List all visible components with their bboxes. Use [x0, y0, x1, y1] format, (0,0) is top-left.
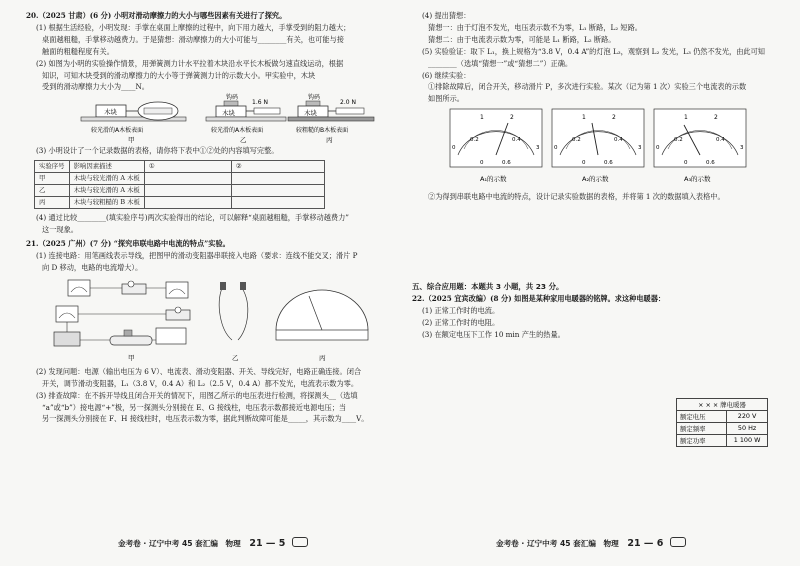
nameplate-value: 50 Hz — [737, 424, 757, 432]
q21-p4: (4) 提出猜想： — [422, 11, 471, 20]
meter-tick: 2 — [612, 114, 616, 122]
setup-jia — [81, 102, 186, 144]
table-cell: 木块与较光滑的 A 木板 — [69, 184, 144, 196]
meter-tick: 0.2 — [470, 137, 479, 144]
q21-p3b: “a”或“b”）接电源“+”极，另一探测头分别接在 E、G 接线柱，电压表示数都接近电源电压；当 — [42, 402, 347, 412]
fig-label-yi: 乙 — [232, 353, 239, 362]
nameplate-key: 额定功率 — [677, 435, 727, 446]
fig-sub-bing: 丙 — [326, 136, 333, 145]
meter-tick: 2 — [714, 114, 718, 122]
circuit-jia — [54, 280, 190, 362]
meter-tick: 0.2 — [674, 137, 683, 144]
table-cell: 乙 — [35, 184, 70, 196]
answer-space[interactable] — [412, 203, 778, 277]
table-row — [35, 184, 325, 196]
page-number: 21 — 6 — [627, 538, 664, 549]
nameplate-key: 额定电压 — [677, 411, 727, 422]
q20-head: 20.（2025 甘肃）(6 分) 小明对滑动摩擦力的大小与哪些因素有关进行了探究。 — [26, 11, 287, 20]
meter-tick: 0 — [480, 160, 484, 167]
fig-sub-jia: 甲 — [128, 136, 135, 145]
circuit-figure — [26, 274, 392, 366]
fig-weight-label-yi: 钩码 — [226, 94, 239, 102]
meter-tick: 0.4 — [614, 137, 623, 144]
record-table — [34, 160, 325, 209]
meter-tick: 0 — [656, 145, 660, 152]
table-cell: 丙 — [35, 196, 70, 208]
meter-tick: 0.4 — [512, 137, 521, 144]
q21-p6b: 如图所示。 — [428, 94, 464, 104]
fig-reading-bing: 2.0 N — [340, 99, 356, 107]
meter-tick: 0 — [684, 160, 688, 167]
q21-p3a: (3) 排查故障：在不拆开导线且闭合开关的情况下，用图乙所示的电压表进行检测，将探测头__（选填 — [36, 390, 358, 400]
q21-guess1: 猜想一：由于灯泡不发光，电压表示数不为零，L₁ 断路，L₂ 短路。 — [428, 22, 642, 32]
q22-p3: (3) 在额定电压下工作 10 min 产生的热量。 — [422, 329, 565, 339]
nameplate-key: 额定频率 — [677, 423, 727, 434]
friction-figure — [26, 93, 392, 145]
nameplate-value: 1 100 W — [733, 436, 761, 444]
meter-tick: 0 — [554, 145, 558, 152]
ammeter-a1 — [450, 109, 542, 183]
q21-p6: (6) 继续实验： — [422, 70, 471, 80]
fig-label-bing: 丙 — [319, 353, 326, 362]
meter-tick: 1 — [480, 114, 484, 122]
left-column — [26, 10, 392, 425]
table-header-cell[interactable]: ② — [231, 160, 324, 172]
table-cell[interactable] — [144, 184, 231, 196]
fig-caption-bing: 较粗糙的B木板表面 — [296, 127, 349, 135]
table-row — [35, 196, 325, 208]
q21-p1a: (1) 连接电路：用笔画线表示导线，把图甲的滑动变阻器串联接入电路（要求：连线不能交叉；滑片 P — [36, 250, 358, 260]
table-cell[interactable] — [144, 196, 231, 208]
page-number: 21 — 5 — [249, 538, 286, 549]
q21-p2b: 开关，调节滑动变阻器，L₁（3.8 V，0.4 A）和 L₂（2.5 V，0.4 A）都不发光，电流表示数为零。 — [42, 378, 359, 388]
q20-p1b: 桌面越粗糙，手掌移动越费力。于是猜想：滑动摩擦力的大小可能与________有关，也可能与接 — [42, 34, 344, 44]
q21-head: 21.（2025 广州）(7 分) “探究串联电路中电流的特点”实验。 — [26, 239, 230, 249]
table-header-cell: 影响因素描述 — [69, 160, 144, 172]
q20-p3: (3) 小明设计了一个记录数据的表格，请你将下表中①②处的内容填写完整。 — [36, 146, 279, 156]
fig-label-jia: 甲 — [128, 353, 135, 362]
table-row — [35, 172, 325, 184]
fig-reading-yi: 1.6 N — [252, 99, 268, 107]
meter-tick: 3 — [740, 145, 744, 152]
meter-caption: A₂的示数 — [582, 175, 609, 184]
q20-p2c: 受到的滑动摩擦力大小为____N。 — [42, 82, 149, 92]
meter-tick: 3 — [536, 145, 540, 152]
section-five-title: 五、综合应用题：本题共 3 小题，共 23 分。 — [412, 282, 564, 292]
footer-right — [496, 537, 686, 549]
q21-p2a: (2) 发现问题：电源（输出电压为 6 V）、电流表、滑动变阻器、开关、导线完好，电路正确连接。闭合 — [36, 366, 362, 376]
circuit-diagram — [26, 274, 392, 366]
nameplate-title: × × × 牌电暖器 — [677, 399, 767, 411]
publisher-logo-icon — [670, 537, 686, 547]
footer-left — [118, 537, 308, 549]
table-cell[interactable] — [231, 172, 324, 184]
right-column — [412, 10, 778, 341]
fig-block-label: 木块 — [104, 108, 117, 117]
nameplate-value: 220 V — [737, 412, 757, 420]
table-header-row — [35, 160, 325, 172]
ammeter-a3 — [654, 109, 746, 183]
q20-p2b: 知识，可知木块受到的滑动摩擦力的大小等于弹簧测力计的示数大小。甲实验中，木块 — [42, 70, 316, 80]
meter-tick: 0 — [582, 160, 586, 167]
q22-p2: (2) 正常工作时的电阻。 — [422, 317, 500, 327]
table-header-cell: 实验序号 — [35, 160, 70, 172]
table-cell[interactable] — [144, 172, 231, 184]
fig-block-label-bing: 木块 — [304, 109, 317, 118]
publisher-logo-icon — [292, 537, 308, 547]
fig-caption-jia: 较光滑的A木板表面 — [91, 127, 144, 135]
meter-tick: 1 — [582, 114, 586, 122]
meter-tick: 0.6 — [502, 160, 511, 167]
footer-title: 金考卷 · 辽宁中考 45 套汇编 物理 — [118, 539, 241, 548]
setup-yi — [206, 93, 286, 144]
q21-p7: ②为得到串联电路中电流的特点，设计记录实验数据的表格，并将第 1 次的数据填入表格中。 — [428, 192, 725, 202]
ammeter-diagram — [412, 105, 778, 191]
nameplate-row — [677, 435, 767, 446]
ammeter-figure — [412, 105, 778, 191]
meter-tick: 0.6 — [604, 160, 613, 167]
table-cell[interactable] — [231, 196, 324, 208]
table-cell: 甲 — [35, 172, 70, 184]
q21-p5b: ________（选填“猜想一”或“猜想二”）正确。 — [428, 58, 573, 68]
meter-tick: 2 — [510, 114, 514, 122]
q22-p1: (1) 正常工作时的电流。 — [422, 305, 500, 315]
ammeter-a2 — [552, 109, 644, 183]
fig-weight-label-bing: 钩码 — [308, 94, 321, 102]
meter-caption: A₃的示数 — [684, 175, 711, 184]
meter-tick: 0 — [452, 145, 456, 152]
fig-sub-yi: 乙 — [240, 136, 247, 145]
q21-guess2: 猜想二：由于电流表示数为零，可能是 L₁ 断路，L₂ 断路。 — [428, 34, 616, 44]
meter-tick: 0.2 — [572, 137, 581, 144]
table-cell[interactable] — [231, 184, 324, 196]
footer-title: 金考卷 · 辽宁中考 45 套汇编 物理 — [496, 539, 619, 548]
friction-experiment-diagram — [26, 93, 392, 145]
nameplate-row — [677, 411, 767, 423]
meter-tick: 3 — [638, 145, 642, 152]
meter-caption: A₁的示数 — [480, 175, 507, 184]
meter-tick: 0.4 — [716, 137, 725, 144]
fig-caption-yi: 较光滑的A木板表面 — [211, 127, 264, 135]
table-cell: 木块与较光滑的 A 木板 — [69, 172, 144, 184]
q21-p6a: ①排除故障后，闭合开关，移动滑片 P，多次进行实验。某次（记为第 1 次）实验三个电流表的示数 — [428, 82, 747, 92]
q20-p4a: (4) 通过比较________(填实验序号)两次实验得出的结论，可以解释“桌面越粗糙，手掌移动越费力” — [36, 212, 349, 222]
setup-bing — [288, 93, 374, 144]
nameplate-row — [677, 423, 767, 435]
table-header-cell[interactable]: ① — [144, 160, 231, 172]
table-cell: 木块与较粗糙的 B 木板 — [69, 196, 144, 208]
circuit-bing — [276, 290, 368, 362]
fig-block-label-yi: 木块 — [222, 109, 235, 118]
q20-p1a: (1) 根据生活经验，小明发现：手掌在桌面上摩擦的过程中，向下用力越大，手掌受到的阻力越大； — [36, 22, 351, 32]
q20-p4b: 这一现象。 — [42, 224, 78, 234]
heater-nameplate — [676, 398, 768, 447]
q20-p2a: (2) 如图为小明的实验操作情景，用弹簧测力计水平拉着木块沿水平长木板做匀速直线运动，根据 — [36, 58, 344, 68]
circuit-yi — [219, 282, 248, 362]
q21-p3c: 另一探测头分别接在 F、H 接线柱时，电压表示数为零，据此判断故障可能是_____，其示数为____V。 — [42, 414, 369, 424]
q20-p1c: 触面的粗糙程度有关。 — [42, 46, 114, 56]
meter-tick: 1 — [684, 114, 688, 122]
q21-p1b: 向 D 移动，电路的电流增大）。 — [42, 262, 143, 272]
meter-tick: 0.6 — [706, 160, 715, 167]
q22-head: 22.（2025 宜宾改编）(8 分) 如图是某种家用电暖器的铭牌。求这种电暖器： — [412, 294, 666, 304]
q21-p5: (5) 实验验证：取下 L₁，换上规格为“3.8 V，0.4 A”的灯泡 L₃，观察到 L₂ 发光，L₃ 仍然不发光，由此可知 — [422, 46, 765, 56]
